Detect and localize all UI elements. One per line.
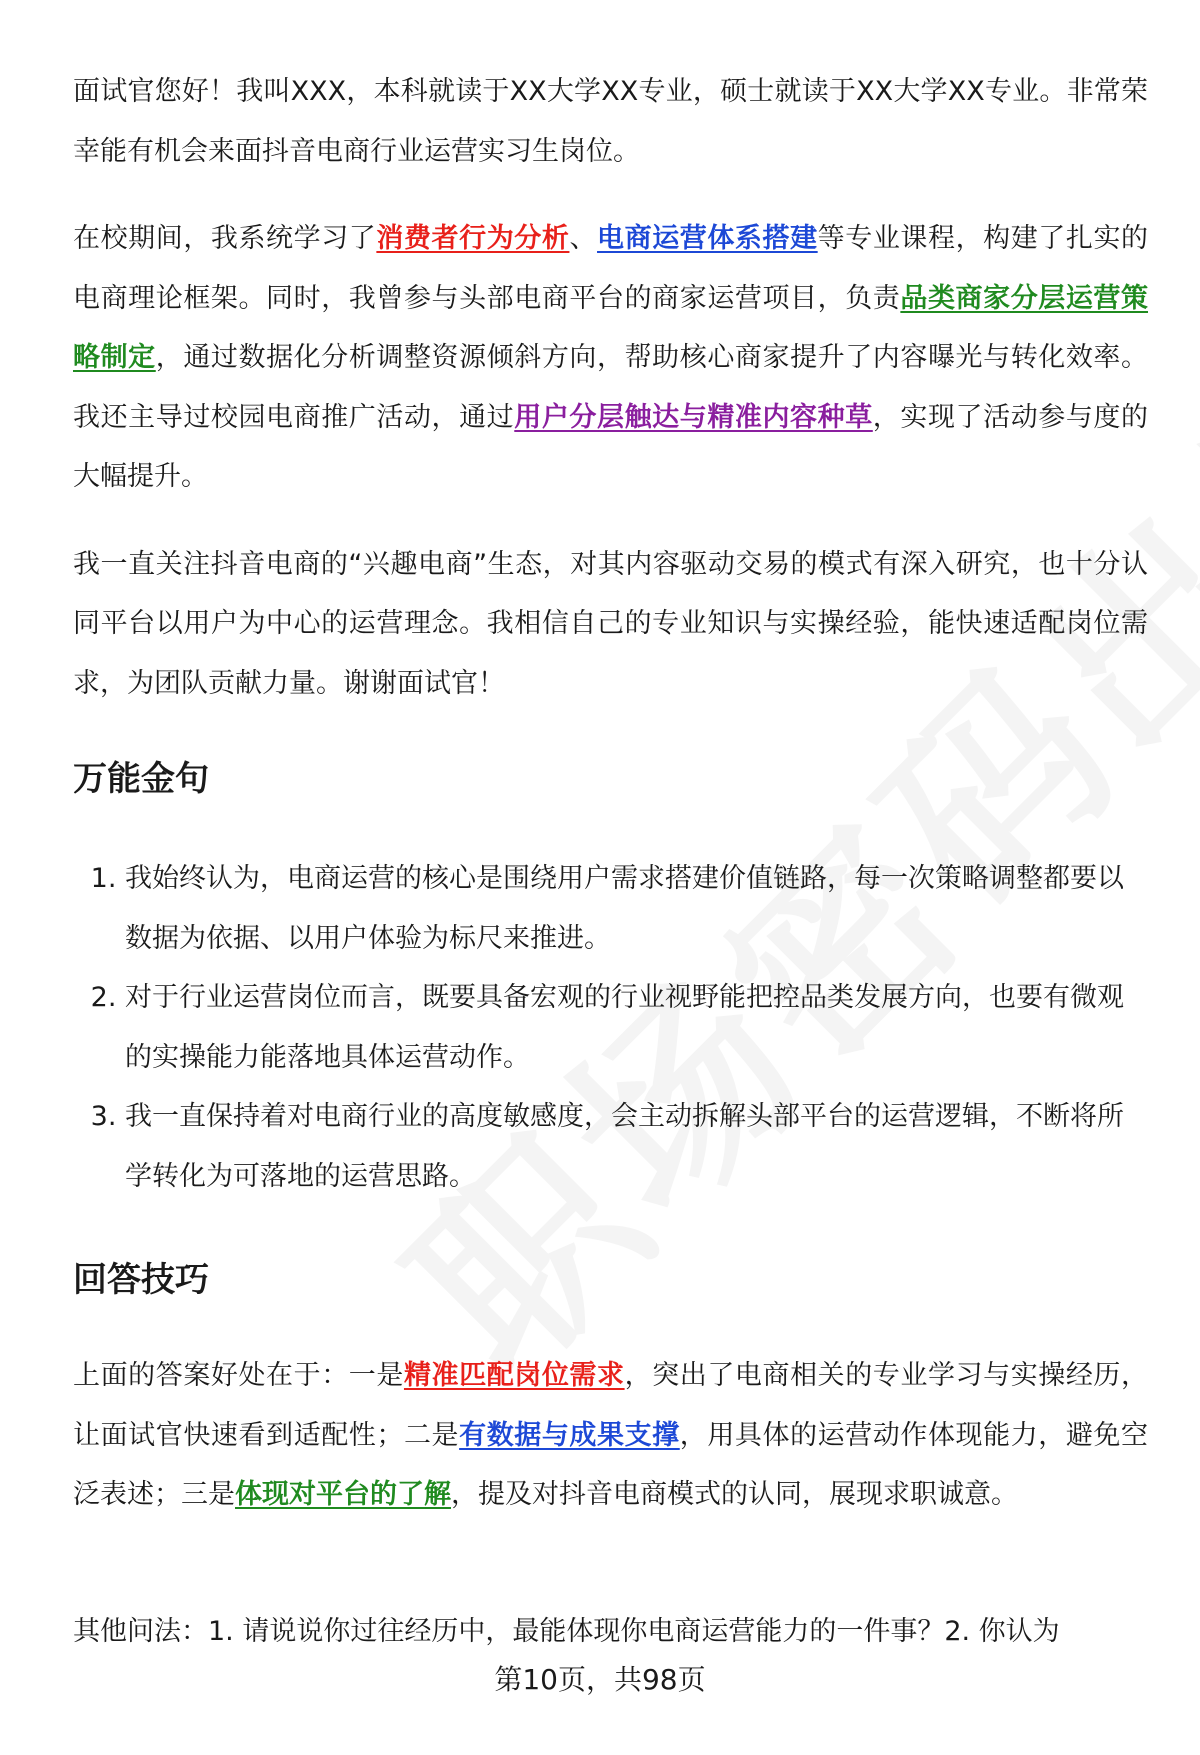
text-segment: 上面的答案好处在于：一是 [73, 1360, 404, 1391]
highlight-user-reach: 用户分层触达与精准内容种草 [514, 401, 873, 433]
text-segment: ，用具体的运营动作体现能力，避免空泛表述；三是 [73, 1419, 1149, 1510]
text-segment: 在校期间，我系统学习了 [73, 223, 377, 254]
text-segment: ，实现了活动参与度的大幅提升。 [73, 401, 1149, 492]
highlight-job-match: 精准匹配岗位需求 [403, 1360, 625, 1391]
golden-sentences-list [73, 849, 1148, 1206]
intro-paragraph-3: 我一直关注抖音电商的“兴趣电商”生态，对其内容驱动交易的模式有深入研究，也十分认同平台以用户为中心的运营理念。我相信自己的专业知识与实操经验，能快速适配岗位需求，为团队贡献力量。谢谢面试官！ [73, 548, 1148, 699]
text-segment: 、 [569, 223, 598, 254]
page-number: 第10页，共98页 [494, 1663, 706, 1696]
intro-paragraph-2 [73, 209, 1148, 507]
highlight-merchant-strategy: 品类商家分层运营策略制定 [73, 282, 1149, 373]
highlight-platform-knowledge: 体现对平台的了解 [235, 1479, 451, 1510]
highlight-data-support: 有数据与成果支撑 [459, 1419, 680, 1451]
highlight-ecommerce-system: 电商运营体系搭建 [597, 223, 818, 254]
list-item: 3. 我一直保持着对电商行业的高度敏感度，会主动拆解头部平台的运营逻辑，不断将所学转化为可落地的运营思路。 [125, 1087, 1148, 1206]
answer-tips-paragraph [73, 1346, 1148, 1525]
other-questions: 其他问法：1. 请说说你过往经历中，最能体现你电商运营能力的一件事？2. 你认为 [73, 1616, 1060, 1647]
text-segment: 等专业课程，构建了扎实的电商理论框架。同时，我曾参与头部电商平台的商家运营项目，负责 [73, 223, 1149, 314]
list-item: 1. 我始终认为，电商运营的核心是围绕用户需求搭建价值链路，每一次策略调整都要以数据为依据、以用户体验为标尺来推进。 [125, 849, 1148, 968]
text-segment: ，突出了电商相关的专业学习与实操经历，让面试官快速看到适配性；二是 [73, 1360, 1149, 1451]
text-segment: ，提及对抖音电商模式的认同，展现求职诚意。 [451, 1479, 1018, 1510]
document-body [73, 62, 1148, 1525]
text-segment: ，通过数据化分析调整资源倾斜方向，帮助核心商家提升了内容曝光与转化效率。我还主导过校园电商推广活动，通过 [73, 342, 1149, 433]
intro-paragraph-1: 面试官您好！我叫XXX，本科就读于XX大学XX专业，硕士就读于XX大学XX专业。非常荣幸能有机会来面抖音电商行业运营实习生岗位。 [73, 76, 1148, 167]
answer-tips-heading: 回答技巧 [73, 1260, 209, 1300]
highlight-consumer-behavior: 消费者行为分析 [376, 223, 570, 254]
golden-sentences-heading: 万能金句 [73, 759, 209, 799]
list-item: 2. 对于行业运营岗位而言，既要具备宏观的行业视野能把控品类发展方向，也要有微观的实操能力能落地具体运营动作。 [125, 968, 1148, 1087]
